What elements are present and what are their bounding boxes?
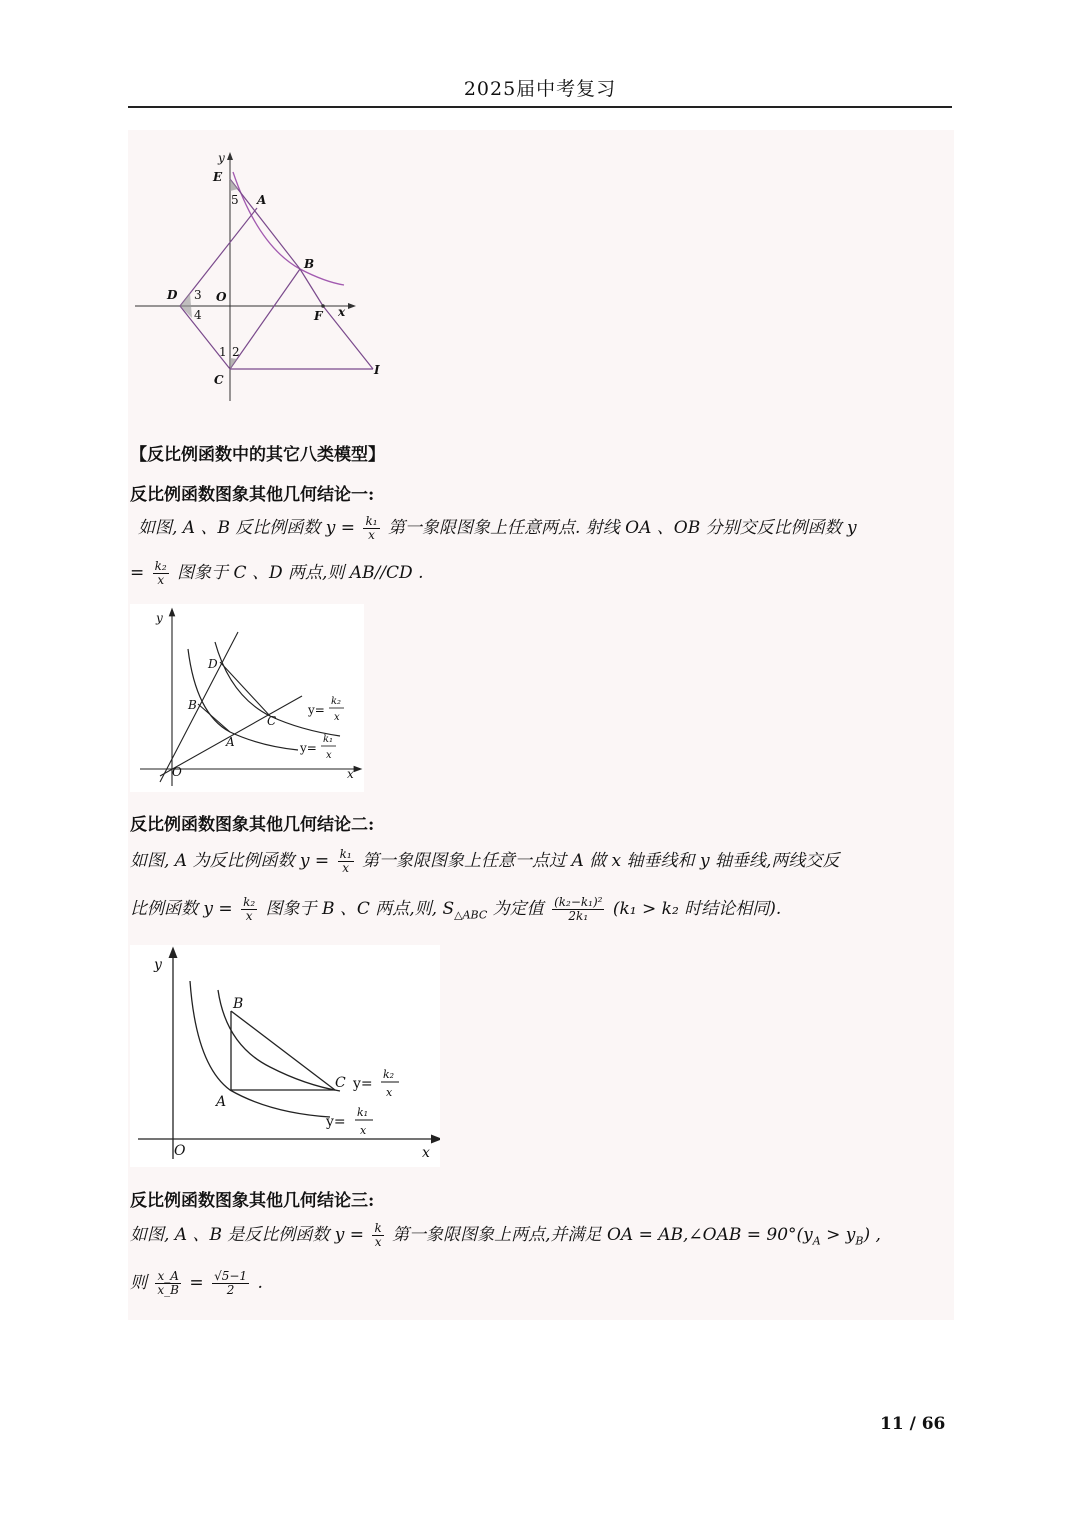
fig1-label-d: D (167, 288, 178, 302)
figure-1 (130, 146, 390, 408)
conclusion2-frac-k2: $\frac{\text{k₂}}{x}$ (243, 894, 256, 923)
conclusion3-paragraph-line1 (130, 1220, 881, 1249)
fig2-label-k1-lead: y= (300, 741, 317, 755)
fig3-label-k1-num: k₁ (357, 1106, 369, 1119)
fig2-label-b: B (188, 698, 197, 712)
fig2-label-o: O (172, 765, 182, 779)
conclusion3-frac-k: $\frac{k}{x}$ (374, 1220, 382, 1249)
fig1-label-4: 4 (194, 308, 202, 322)
figure-1-svg (130, 146, 390, 408)
fig2-curve-k1 (188, 649, 298, 750)
fig1-label-3: 3 (194, 288, 202, 302)
fig1-label-1: 1 (219, 345, 227, 359)
conclusion1-text-b: 第一象限图象上任意两点. 射线 OA 、OB 分别交反比例函数 y (387, 518, 857, 538)
figure-3-svg (130, 945, 440, 1167)
conclusion3-text-c: 则 (130, 1273, 147, 1293)
fig1-angle-e (230, 179, 238, 191)
conclusion3-text-a: 如图, A 、B 是反比例函数 y = (130, 1225, 365, 1245)
fig1-label-f: F (314, 309, 323, 323)
fig3-label-k1-lead: y= (326, 1114, 346, 1130)
conclusion1-paragraph-line1 (138, 513, 857, 542)
fig1-edge-fi (323, 306, 373, 369)
conclusion1-frac-k1: $\frac{\text{k₁}}{x}$ (365, 513, 378, 542)
conclusion2-paragraph-line1 (130, 846, 839, 875)
fig1-point-f (321, 304, 325, 308)
fig3-label-k1-den: x (360, 1124, 367, 1137)
conclusion3-text-end: ) , (863, 1225, 881, 1245)
fig1-label-e: E (213, 170, 223, 184)
fig2-curve-k2 (215, 642, 340, 736)
fig1-angle-c (230, 358, 237, 369)
conclusion3-frac-xa-xb: $\frac{x\_A}{x\_B}$ (157, 1268, 179, 1297)
figure-3 (130, 945, 440, 1167)
fig2-segment-ab (198, 704, 230, 732)
conclusion3-paragraph-line2 (130, 1268, 263, 1297)
fig1-label-2: 2 (232, 345, 240, 359)
conclusion1-text-d: 图象于 C 、D 两点,则 AB//CD . (177, 563, 424, 583)
figure-2 (130, 604, 364, 792)
fig2-label-y: y (156, 611, 163, 625)
fig2-label-k1-den: x (326, 750, 332, 761)
fig3-label-k2-num: k₂ (383, 1068, 395, 1081)
fig2-label-k2-lead: y= (308, 703, 325, 717)
conclusion3-heading: 反比例函数图象其他几何结论三: (130, 1191, 375, 1211)
conclusion1-text-c: = (130, 563, 145, 583)
conclusion3-sub-a: A (812, 1234, 821, 1248)
fig2-label-k1-num: k₁ (323, 734, 334, 745)
fig1-label-5: 5 (231, 193, 239, 207)
conclusion2-text-a: 如图, A 为反比例函数 y = (130, 851, 330, 871)
fig2-label-k2-num: k₂ (331, 696, 342, 707)
fig3-label-y: y (154, 957, 162, 973)
conclusion2-sub-abc: △ABC (454, 908, 488, 922)
conclusion1-text-a: 如图, A 、B 反比例函数 y = (138, 518, 356, 538)
fig1-edge-dc (180, 306, 230, 369)
conclusion2-heading: 反比例函数图象其他几何结论二: (130, 815, 375, 835)
fig2-segment-dc (220, 662, 270, 716)
page-number: 11 / 66 (880, 1414, 946, 1434)
conclusion1-paragraph-line2 (130, 558, 423, 587)
conclusion2-text-e: 为定值 (492, 899, 544, 919)
conclusion2-text-c: 比例函数 y = (130, 899, 233, 919)
fig3-label-k2-den: x (386, 1086, 393, 1099)
conclusion1-frac-k2: $\frac{\text{k₂}}{x}$ (154, 558, 167, 587)
fig1-label-b: B (304, 257, 315, 271)
conclusion2-frac-k1: $\frac{\text{k₁}}{x}$ (339, 846, 352, 875)
fig1-label-a: A (257, 193, 267, 207)
fig3-label-o: O (174, 1143, 186, 1159)
fig2-label-d: D (208, 657, 218, 671)
fig1-label-y: y (218, 151, 225, 165)
fig3-label-c: C (335, 1075, 346, 1091)
fig2-label-a: A (226, 735, 235, 749)
fig3-label-b: B (233, 996, 244, 1012)
fig2-label-c: C (267, 714, 277, 728)
fig1-label-o: O (216, 290, 227, 304)
fig3-curve-k1 (190, 981, 330, 1117)
fig3-label-x: x (422, 1145, 430, 1161)
section-title: 【反比例函数中的其它八类模型】 (130, 445, 385, 465)
header-rule (128, 106, 952, 108)
fig1-label-i: I (374, 363, 380, 377)
conclusion2-frac-value: $\frac{\text{(k₂−k₁)²}}{\text{2k₁}}$ (554, 894, 603, 923)
conclusion3-frac-value: $\frac{√5-1}{2}$ (214, 1268, 248, 1297)
conclusion1-heading: 反比例函数图象其他几何结论一: (130, 485, 375, 505)
fig1-label-c: C (214, 373, 224, 387)
fig2-label-x: x (347, 767, 354, 781)
figure-2-svg (130, 604, 364, 792)
conclusion2-text-b: 第一象限图象上任意一点过 A 做 x 轴垂线和 y 轴垂线,两线交反 (362, 851, 840, 871)
fig3-label-a: A (216, 1094, 227, 1110)
conclusion3-text-eq: = (189, 1273, 204, 1293)
fig1-label-x: x (338, 305, 346, 319)
fig1-edge-bc (230, 269, 300, 369)
conclusion2-paragraph-line2 (130, 894, 781, 923)
conclusion3-text-b: 第一象限图象上两点,并满足 OA = AB,∠OAB = 90°(y (392, 1225, 813, 1245)
fig3-label-k2-lead: y= (353, 1076, 373, 1092)
conclusion2-text-d: 图象于 B 、C 两点,则, S (265, 899, 455, 919)
conclusion2-text-f: (k₁ > k₂ 时结论相同). (612, 899, 782, 919)
conclusion3-text-gt: > y (820, 1225, 856, 1245)
page-header: 2025届中考复习 (463, 78, 617, 100)
fig1-hyperbola (233, 172, 344, 285)
conclusion3-sub-b: B (855, 1234, 864, 1248)
fig2-label-k2-den: x (334, 712, 340, 723)
conclusion3-text-end2: . (257, 1273, 263, 1293)
